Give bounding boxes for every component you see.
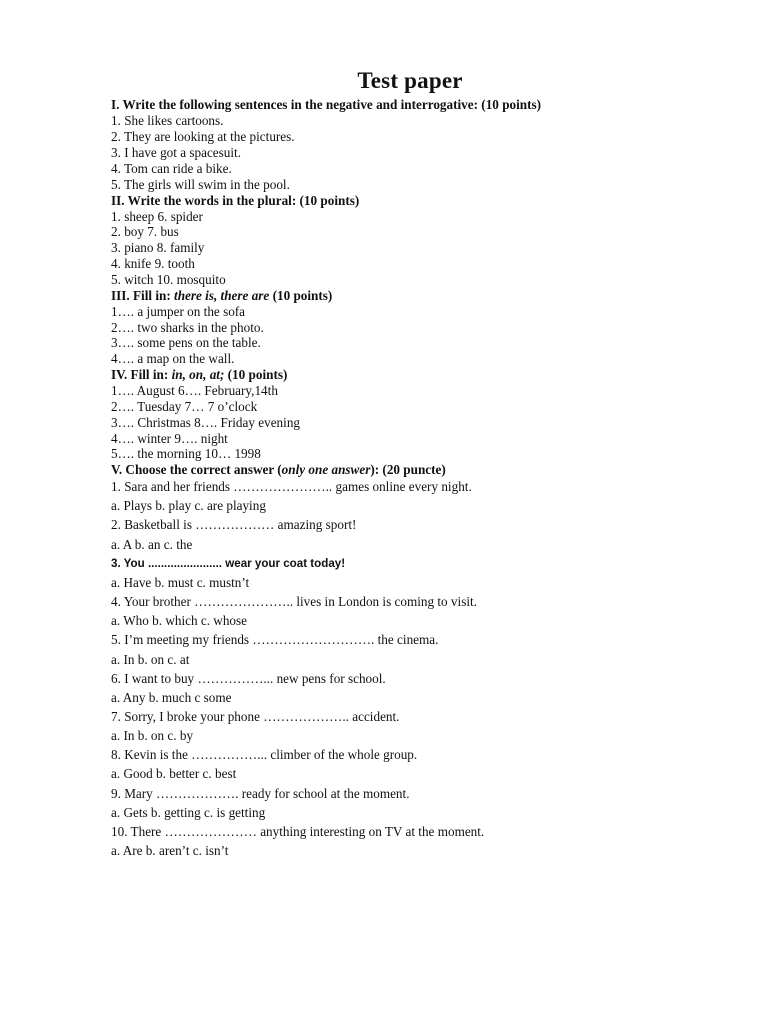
question-line: 6. I want to buy ……………... new pens for school. — [111, 671, 386, 686]
question-line: 4. Your brother ………………….. lives in London is coming to visit. — [111, 594, 477, 609]
answer-options: a. Are b. aren’t c. isn’t — [111, 843, 229, 858]
answer-options: a. Who b. which c. whose — [111, 613, 247, 628]
answer-options: a. A b. an c. the — [111, 537, 193, 552]
answer-options: a. In b. on c. at — [111, 652, 190, 667]
section-1-heading: I. Write the following sentences in the negative and interrogative: (10 points) — [111, 97, 542, 112]
section-4-item: 4…. winter 9…. night — [111, 431, 228, 446]
question-line: 3. You ....................... wear your coat today! — [111, 557, 346, 570]
section-2-item: 1. sheep 6. spider — [111, 209, 203, 224]
section-2-item: 3. piano 8. family — [111, 240, 205, 255]
page-title: Test paper — [357, 68, 463, 93]
section-1-item: 3. I have got a spacesuit. — [111, 145, 242, 160]
question-line: 8. Kevin is the ……………... climber of the whole group. — [111, 747, 418, 762]
question-line: 9. Mary ………………. ready for school at the moment. — [111, 786, 410, 801]
section-3-heading — [111, 288, 332, 303]
section-5-heading-prefix: V. Choose the correct answer ( — [111, 462, 282, 477]
section-5-heading-suffix: ): (20 puncte) — [370, 462, 446, 477]
section-3-item: 3…. some pens on the table. — [111, 335, 261, 350]
section-5-heading — [111, 462, 446, 477]
question-line: 1. Sara and her friends ………………….. games online every night. — [111, 479, 472, 494]
section-1-item: 4. Tom can ride a bike. — [111, 161, 232, 176]
section-2-item: 4. knife 9. tooth — [111, 256, 195, 271]
section-2-item: 2. boy 7. bus — [111, 224, 179, 239]
section-3-heading-prefix: III. Fill in: — [111, 288, 175, 303]
answer-options: a. Any b. much c some — [111, 690, 232, 705]
answer-options: a. Good b. better c. best — [111, 766, 237, 781]
question-line: 5. I’m meeting my friends ………………………. the cinema. — [111, 632, 439, 647]
section-3-item: 4…. a map on the wall. — [111, 351, 235, 366]
answer-options: a. Have b. must c. mustn’t — [111, 575, 250, 590]
section-1-item: 2. They are looking at the pictures. — [111, 129, 295, 144]
section-4-item: 2…. Tuesday 7… 7 o’clock — [111, 399, 258, 414]
answer-options: a. In b. on c. by — [111, 728, 194, 743]
question-line: 2. Basketball is ……………… amazing sport! — [111, 517, 357, 532]
section-1-item: 1. She likes cartoons. — [111, 113, 224, 128]
section-3-item: 2…. two sharks in the photo. — [111, 320, 264, 335]
section-2-item: 5. witch 10. mosquito — [111, 272, 226, 287]
section-4-heading-suffix: (10 points) — [224, 367, 288, 382]
answer-options: a. Plays b. play c. are playing — [111, 498, 266, 513]
question-line: 7. Sorry, I broke your phone ……………….. accident. — [111, 709, 400, 724]
question-line: 10. There ………………… anything interesting on TV at the moment. — [111, 824, 485, 839]
section-3-heading-suffix: (10 points) — [269, 288, 333, 303]
section-4-heading — [111, 367, 287, 382]
section-3-heading-italic: there is, there are — [174, 288, 270, 303]
section-4-heading-italic: in, on, at; — [171, 367, 225, 382]
section-3-item: 1…. a jumper on the sofa — [111, 304, 246, 319]
section-1-item: 5. The girls will swim in the pool. — [111, 177, 290, 192]
section-4-heading-prefix: IV. Fill in: — [111, 367, 172, 382]
section-2-heading: II. Write the words in the plural: (10 points) — [111, 193, 360, 208]
section-5-heading-italic: only one answer — [281, 462, 371, 477]
section-4-item: 1…. August 6…. February,14th — [111, 383, 278, 398]
answer-options: a. Gets b. getting c. is getting — [111, 805, 266, 820]
section-4-item: 3…. Christmas 8…. Friday evening — [111, 415, 301, 430]
section-4-item: 5…. the morning 10… 1998 — [111, 446, 261, 461]
